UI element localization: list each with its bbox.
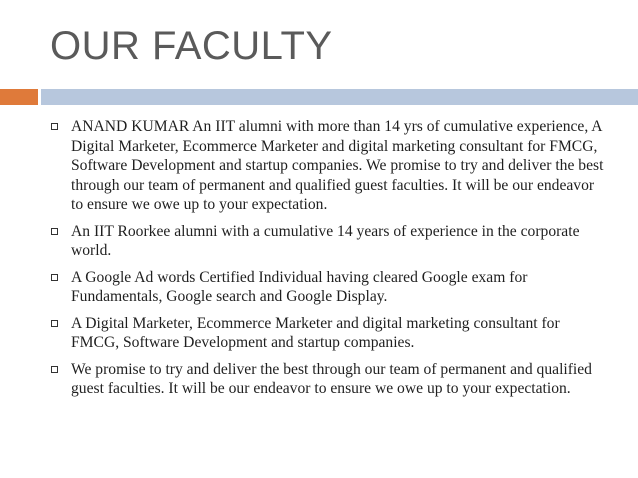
bullet-text: A Google Ad words Certified Individual having cleared Google exam for Fundamentals, Google search and Google Display. [71, 268, 528, 305]
square-bullet-icon [51, 228, 58, 235]
bullet-text: We promise to try and deliver the best through our team of permanent and qualified guest faculties. It will be our endeavor to ensure we owe up to your expectation. [71, 360, 592, 397]
bullet-item [50, 360, 610, 399]
accent-bar [0, 89, 38, 105]
square-bullet-icon [51, 123, 58, 130]
square-bullet-icon [51, 366, 58, 373]
bullet-text: ANAND KUMAR An IIT alumni with more than 14 yrs of cumulative experience, A Digital Marketer, Ecommerce Marketer and digital marketing consultant for FMCG, Software Development and startup companies. We promise to try and deliver the best through our team of permanent and qualified guest faculties. It will be our endeavor to ensure we owe up to your expectation. [71, 118, 604, 213]
square-bullet-icon [51, 274, 58, 281]
bullet-text: An IIT Roorkee alumni with a cumulative 14 years of experience in the corporate world. [71, 222, 580, 259]
bullet-list [50, 117, 610, 406]
square-bullet-icon [51, 320, 58, 327]
bullet-item [50, 222, 610, 261]
bullet-item [50, 117, 610, 215]
bullet-text: A Digital Marketer, Ecommerce Marketer and digital marketing consultant for FMCG, Software Development and startup companies. [71, 314, 560, 351]
bullet-item [50, 314, 610, 353]
title-divider-band [41, 89, 638, 105]
slide-title: OUR FACULTY [50, 24, 333, 68]
bullet-item [50, 268, 610, 307]
